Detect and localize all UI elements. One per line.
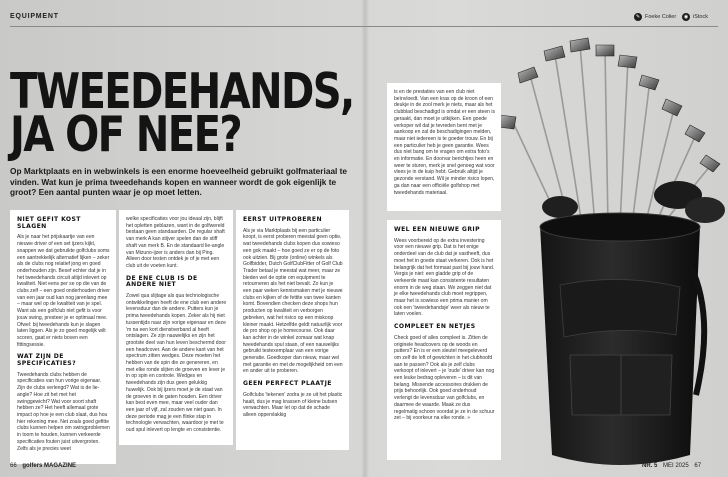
paragraph: welke specificaties voor jou ideaal zijn, blijft het opletten geblazen, want in de golfwereld bestaan geen standaarden. De regular shaft van merk A kan stijver spelen dan de stiff shaft van merk B. En de standaard lie-angle van Mizuno-ijzer is anders dan bij Ping. Alleen door testen ontdek je of je met een club uit de voeten kunt.	[126, 216, 225, 269]
paragraph: Tweedehands clubs hebben de specificaties van hun vorige eigenaar. Zijn de clubs verlengd? Wat is de lie-angle? Hoe zit het met het swinggewicht? Wat voor soort shaft hebben ze? Het heeft allemaal grote impact op hoe je een club slaat, dus hou hier rekening mee. Net zoals goed gefitte clubs kunnen helpen om swingproblemen in toom te houden, kunnen verkeerde specificaties fouten juist uitvergroten. Zelfs als je precies weet	[17, 371, 110, 452]
text-credit	[634, 13, 676, 21]
paragraph: Als je naar het prijskaartje van een nieuwe driver of een set ijzers kijkt, snappen we dat gebruikte golfclubs soms een aantrekkelijk alternatief lijken – zeker als de clubs nog relatief jong en goed onderhouden zijn. Besef echter dat je in het tweedehands circuit altijd inlevert op kwaliteit. Niet eens per se op die van de clubs zelf – een goed onderhouden driver van een jaar oud kan nog jarenlang mee – maar wel op de kwaliteit van je spel. Want als een golfclub niet gefit is voor jouw swing, presteer je er optimaal mee. Ofwel: bij tweedehands kun je slagen laten liggen. Als je zo goed mogelijk wilt scoren, gaat er niets boven een fittingsessie.	[17, 234, 110, 348]
paragraph: Zowel qua slijtage als qua technologische ontwikkelingen heeft de ene club een andere levensduur dan de andere. Putters kun je prima tweedehands kopen. Zeker als hij niet tussentijds naar zijn vorige eigenaar en deze 'm na een kort dienstverband al heeft ontslagen. Ze zijn nauwelijks en zijn het grootste deel van hun leven beschermd door een headcover. Aan de andere kant van het spectrum zitten wedges. Deze moeten het hebben van de spin die ze genereren, en met elke ronde slijten de groeven en lever je in op spin en controle. Wedges en tweedehands zijn dus geen gelukkig huwelijk. Ook bij ijzers moet je de staat van de groeven in de gaten houden. Een driver kan best even mee, maar veel ouder dan een jaar of vijf, zal zouden we niet gaan. In deze periode mag je een flinke stap in technologie verwachten, waardoor je met te oud spul inlevert op lengte en consistentie.	[126, 293, 227, 434]
section-label: EQUIPMENT	[10, 13, 59, 20]
text-column-5	[387, 220, 501, 460]
subheading: WAT ZIJN DE SPECIFICATIES?	[17, 353, 77, 368]
paragraph: Check goed of alles compleet is. Zitten de originele headcovers op de woods en putters? En is er een sleutel meegeleverd om zelf de loft of gewichten in het clubhoofd aan te passen? Ook als je zelf clubs verkoopt of inlevert – je 'oude' driver kan nog een leuke bedrag opleveren – is dit van belang. Missende accessoires drukken de prijs behoorlijk. Ook goed onderhoud verlengt de levensduur van golfclubs, en daarmee de waarde. Maak ze dus regelmatig schoon voordat je ze in de schuur zet – bij voorkeur na elke ronde. »	[394, 334, 495, 422]
paragraph: Als je via Marktplaats bij een particulier koopt, is eerst proberen meestal geen optie, wat tweedehands clubs kopen dus sowieso een gok maakt – hoe goed ze er op de foto ook uitzien. Bij grote (online) winkels als Golfbidder, Dutch GolfClubFitter of Golf Club Trader betaal je meestal wat meer, maar ze bieden wel de optie om equipment te retourneren als het niet bevalt. Zo kun je een paar weken kennismaken met je nieuwe clubs en kijken of de fettite van twee kanten komt. Bovendien checken deze shops hun producten op kwaliteit en verborgen gebreken, wat het risico op een miskoop kleiner maakt. Hetzelfde geldt natuurlijk voor de pro shop op je homecourse. Ook daar kan achter in de winkel zomaar wat knap tweedehands spul staan, of een nauwelijks gebruikt testexemplaar van een vorige generatie. Goedkoper dan nieuw, maar wel met garantie en met de mogelijkheid om een en ander uit te proberen.	[243, 227, 343, 375]
page-number: 67	[694, 463, 702, 469]
photo-credit-name: iStock	[693, 14, 708, 20]
headline-line-2: JA OF NEE?	[10, 106, 242, 163]
intro-paragraph: Op Marktplaats en in webwinkels is een enorme hoeveelheid gebruikt golfmateriaal te vinden. Wat kun je prima tweedehands kopen en wanneer wordt de gok eigenlijk te groot? Een aantal punten waar je op moet letten.	[10, 166, 348, 197]
headline	[10, 63, 354, 163]
issue-date: MEI 2025	[663, 463, 689, 469]
left-folio	[10, 463, 76, 469]
issue-number: NR. 5	[642, 463, 658, 469]
camera-icon: ◉	[683, 14, 689, 20]
golf-bag-photo	[500, 35, 728, 477]
subheading: DE ENE CLUB IS DE ANDERE NIET	[126, 274, 198, 289]
headline-line-1: TWEEDEHANDS,	[10, 63, 354, 120]
magazine-name: golfers MAGAZINE	[22, 463, 77, 469]
photo-credit	[682, 13, 708, 21]
subheading: NIET GEFIT KOST SLAGEN	[17, 216, 81, 230]
text-column-1	[10, 210, 116, 464]
page-number: 66	[10, 463, 17, 469]
subheading: WEL EEN NIEUWE GRIP	[394, 226, 480, 233]
text-credit-name: Foeke Colier	[645, 14, 677, 20]
pen-icon: ✎	[635, 14, 641, 20]
paragraph: is en de prestaties van een club niet beïnvloedt. Van een kras op de kroon of een deukje in de zool merk je niets, maar als het clubblad beschadigd is omdat er een steen is geraakt, dan moet je uitkijken. Een goede verkoper wil dat je tevreden bent met je aankoop en zal de beschadigingen melden, maar niet iedereen is te goeder trouw. En bij een particulier heb je geen garantie. Wees dus niet bang om te vragen om extra foto's en informatie. En doorvar berichtjes heen en weer te sturen, merk je snel genoeg wat voor vlees je in de kuip hebt. Gebruik altijd je gezonde verstand. Wil je minder risico lopen, ga dan naar een officiële golfshop met tweedehands materiaal.	[394, 89, 496, 196]
subheading: EERST UITPROBEREN	[243, 216, 322, 223]
subheading: COMPLEET EN NETJES	[394, 323, 476, 331]
text-column-3	[236, 210, 349, 450]
paragraph: Golfclubs 'tekenen' zodra je ze uit het plastic haalt, dus je mag krassen of kleine butsen verwachten. Maar let op dat de schade alleen oppervlakkig	[243, 391, 343, 418]
header-rule	[10, 26, 718, 27]
subheading: GEEN PERFECT PLAATJE	[243, 380, 332, 388]
text-column-4	[387, 83, 501, 211]
paragraph: Wees voorbereid op de extra investering voor een nieuwe grip. Dat is het enige onderdeel van de club dat je vastheeft, dus moet het in goede staat verkeren. Ook is het belangrijk dat het formaat past bij jouw hand. Vergis je niet: een gladde grip of de verkeerde maat kan consistente resultaten enorm in de weg staan. We zeggen niet dat je elke tweedehands club moet regrippen, maar het is sowieso een prima manier om ook een 'tweedehandsje' weer als nieuw te laten voelen.	[394, 237, 495, 318]
page-gutter	[361, 0, 369, 477]
text-column-2	[119, 210, 233, 445]
right-folio	[642, 463, 701, 469]
